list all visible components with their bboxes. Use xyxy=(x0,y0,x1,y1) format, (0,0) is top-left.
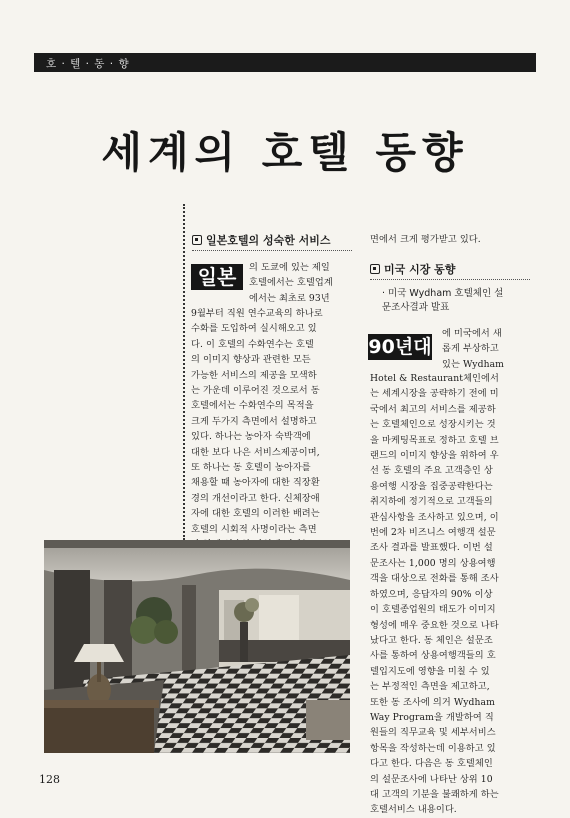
section2-continuation: 면에서 크게 평가받고 있다. xyxy=(370,234,481,245)
dotted-divider xyxy=(183,204,185,540)
section1-lead: 의 도쿄에 있는 제일 호텔에서는 호텔업계 에서는 최초로 93년 xyxy=(249,262,333,304)
section2-rule xyxy=(370,279,530,280)
section-bullet-icon xyxy=(192,235,202,245)
section2-dropcap: 90년대 xyxy=(368,336,432,358)
section1-heading-text: 일본호텔의 성숙한 서비스 xyxy=(206,234,331,247)
page-number: 128 xyxy=(39,773,60,786)
section2-body: Hotel & Restaurant체인에서 는 세계시장을 공략하기 전에 미 국에서 최고의 서비스를 제공하 는 호텔체인으로 성장시키는 것 을 마케팅목표로 정하고 호텔 브 랜드의 이미지 향상을 위하여 우 선 동 호텔의 주요 고객층인 상 용여행 시장을 집중공략한다는 취지하에 정기적으로 고객들의 관심사항을 조사하고 있으며, 이 번에 2차 비즈니스 여행객 설문 조사 결과를 발표했다. 이번 설 문조사는 1,000 명의 상용여행 객을 대상으로 전화를 통해 조사 하였으며, 응답자의 90% 이상 이 호텔종업원의 태도가 이미지 형성에 매우 중요한 것으로 나타 났다고 한다. 동 체인은 설문조 사를 통하여 상용여행객들의 호 텔입지도에 영향을 미칠 수 있 는 부정적인 측면을 제고하고, 또한 동 조사에 의거 Wydham Way Program을 개발하여 직 원들의 직무교육 및 세부서비스 항목을 작성하는데 이용하고 있 다고 한다. 다음은 동 호텔체인 의 설문조사에 나타난 상위 10 대 고객의 기분을 불쾌하게 하는 호텔서비스 내용이다. xyxy=(370,373,499,816)
section2-lead: 에 미국에서 새 롭게 부상하고 있는 Wydham xyxy=(442,328,504,370)
section2-subtitle: · 미국 Wydham 호텔체인 설 문조사결과 발표 xyxy=(382,288,504,313)
section1-body: 9월부터 직원 연수교육의 하나로 수화를 도입하여 실시해오고 있 다. 이 호텔의 수화연수는 호텔 의 이미지 향상과 관련한 모든 가능한 서비스의 제공을 모색하 는 가운데 이루어진 것으로서 동 호텔에서는 수화연수의 목적을 크게 두가지 측면에서 설명하고 있다. 하나는 농아자 숙박객에 대한 보다 나은 서비스제공이며, 또 하나는 동 호텔이 농아자를 채용할 때 농아자에 대한 직장환 경의 개선이라고 한다. 신체장애 자에 대한 호텔의 이러한 배려는 호텔의 시회적 사명이라는 측면 xyxy=(191,308,323,535)
section-header-bar xyxy=(34,53,536,72)
section1-rule xyxy=(192,250,352,251)
section2-heading xyxy=(370,261,455,277)
section-bullet-icon xyxy=(370,264,380,274)
section1-dropcap: 일본 xyxy=(191,264,243,290)
section2-heading-text: 미국 시장 동향 xyxy=(384,263,456,276)
section1-heading xyxy=(192,232,331,248)
hotel-lobby-photo xyxy=(44,540,350,753)
section-header-label: 호 · 텔 · 동 · 향 xyxy=(46,58,130,70)
hotel-lobby-illustration xyxy=(44,540,350,753)
page-title: 세계의 호텔 동향 xyxy=(101,128,469,177)
